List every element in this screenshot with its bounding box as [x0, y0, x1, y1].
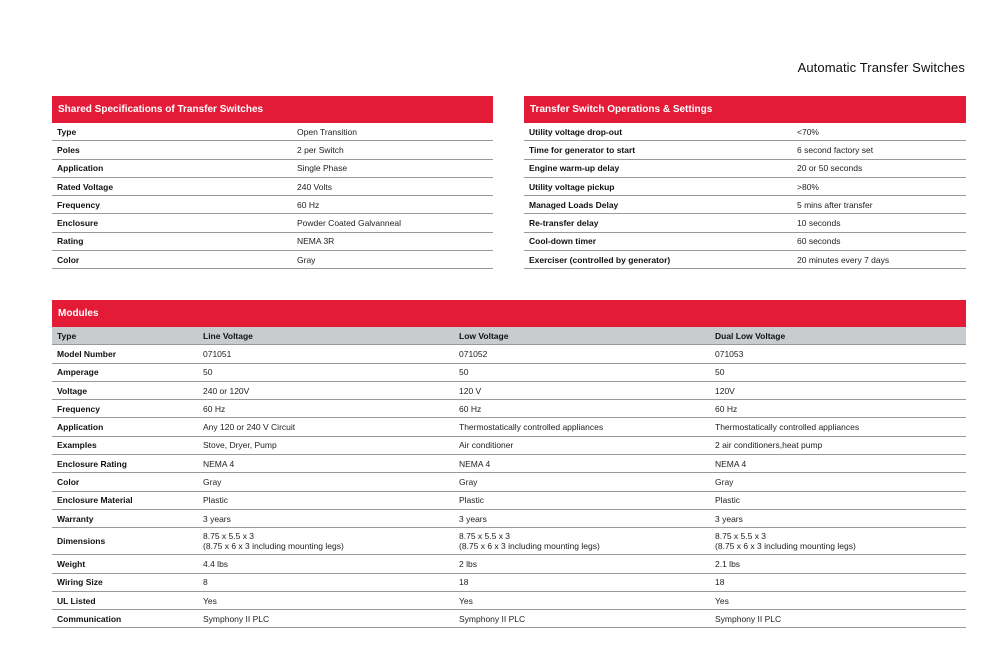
module-row-enclosure-material: [52, 491, 966, 509]
operations-settings-table: [524, 96, 966, 269]
spec-row-re-transfer-delay: [524, 214, 966, 232]
modules-body: [52, 345, 966, 628]
column-header-type: Type: [52, 327, 198, 345]
module-cell: 8: [198, 573, 454, 591]
spec-row-cool-down-timer: [524, 232, 966, 250]
spec-row-enclosure: [52, 214, 493, 232]
shared-specifications-body: [52, 123, 493, 269]
module-row-examples: [52, 436, 966, 454]
module-cell: Yes: [710, 591, 966, 609]
module-cell: Thermostatically controlled appliances: [454, 418, 710, 436]
module-cell: 2 lbs: [454, 555, 710, 573]
module-cell: Gray: [454, 473, 710, 491]
spec-value: >80%: [792, 177, 966, 195]
module-cell: Symphony II PLC: [454, 610, 710, 628]
module-cell: Yes: [198, 591, 454, 609]
module-cell: Symphony II PLC: [710, 610, 966, 628]
spec-label: Frequency: [52, 196, 292, 214]
module-row-label: Communication: [52, 610, 198, 628]
spec-label: Poles: [52, 141, 292, 159]
spec-value: NEMA 3R: [292, 232, 493, 250]
spec-label: Managed Loads Delay: [524, 196, 792, 214]
module-row-application: [52, 418, 966, 436]
spec-label: Enclosure: [52, 214, 292, 232]
spec-value: 2 per Switch: [292, 141, 493, 159]
spec-value: Powder Coated Galvanneal: [292, 214, 493, 232]
module-cell: 120V: [710, 381, 966, 399]
module-cell: 071052: [454, 345, 710, 363]
module-row-communication: [52, 610, 966, 628]
module-row-label: Wiring Size: [52, 573, 198, 591]
module-row-label: Enclosure Rating: [52, 455, 198, 473]
module-cell: Symphony II PLC: [198, 610, 454, 628]
module-cell: 50: [710, 363, 966, 381]
spec-value: 60 seconds: [792, 232, 966, 250]
module-row-enclosure-rating: [52, 455, 966, 473]
module-row-warranty: [52, 509, 966, 527]
spec-row-utility-voltage-drop-out: [524, 123, 966, 141]
spec-value: 20 or 50 seconds: [792, 159, 966, 177]
module-row-color: [52, 473, 966, 491]
column-header-dual-low-voltage: Dual Low Voltage: [710, 327, 966, 345]
module-cell: Gray: [198, 473, 454, 491]
module-cell: 071053: [710, 345, 966, 363]
spec-value: Single Phase: [292, 159, 493, 177]
column-header-low-voltage: Low Voltage: [454, 327, 710, 345]
module-cell: 3 years: [454, 509, 710, 527]
module-row-label: Voltage: [52, 381, 198, 399]
module-cell: 4.4 lbs: [198, 555, 454, 573]
module-row-label: Warranty: [52, 509, 198, 527]
module-row-wiring-size: [52, 573, 966, 591]
spec-row-type: [52, 123, 493, 141]
shared-specifications-title: Shared Specifications of Transfer Switches: [52, 96, 493, 123]
spec-label: Application: [52, 159, 292, 177]
column-header-line-voltage: Line Voltage: [198, 327, 454, 345]
module-cell: 2.1 lbs: [710, 555, 966, 573]
module-cell-line: (8.75 x 6 x 3 including mounting legs): [203, 541, 344, 552]
module-row-label: Frequency: [52, 400, 198, 418]
spec-label: Utility voltage pickup: [524, 177, 792, 195]
page-title: Automatic Transfer Switches: [797, 60, 965, 75]
module-cell: NEMA 4: [454, 455, 710, 473]
module-row-dimensions: [52, 528, 966, 555]
spec-label: Time for generator to start: [524, 141, 792, 159]
module-cell: Any 120 or 240 V Circuit: [198, 418, 454, 436]
module-cell: 50: [454, 363, 710, 381]
module-cell-line: (8.75 x 6 x 3 including mounting legs): [459, 541, 600, 552]
spec-label: Cool-down timer: [524, 232, 792, 250]
module-cell: Plastic: [454, 491, 710, 509]
module-cell: Thermostatically controlled appliances: [710, 418, 966, 436]
module-cell: Stove, Dryer, Pump: [198, 436, 454, 454]
spec-label: Engine warm-up delay: [524, 159, 792, 177]
spec-value: 20 minutes every 7 days: [792, 251, 966, 269]
spec-row-rated-voltage: [52, 177, 493, 195]
operations-settings-title: Transfer Switch Operations & Settings: [524, 96, 966, 123]
module-cell: 18: [710, 573, 966, 591]
spec-value: 60 Hz: [292, 196, 493, 214]
module-cell-line: 8.75 x 5.5 x 3: [459, 531, 511, 542]
spec-row-exerciser-controlled-by-generator: [524, 251, 966, 269]
module-cell: 18: [454, 573, 710, 591]
modules-title: Modules: [52, 300, 966, 327]
spec-row-color: [52, 251, 493, 269]
module-cell: Plastic: [710, 491, 966, 509]
spec-value: 5 mins after transfer: [792, 196, 966, 214]
module-cell: 60 Hz: [710, 400, 966, 418]
module-cell: 120 V: [454, 381, 710, 399]
module-row-label: Examples: [52, 436, 198, 454]
module-row-label: Color: [52, 473, 198, 491]
modules-table: [52, 300, 966, 628]
module-row-label: Enclosure Material: [52, 491, 198, 509]
module-row-frequency: [52, 400, 966, 418]
spec-value: Open Transition: [292, 123, 493, 141]
modules-header-row: [52, 327, 966, 345]
spec-value: Gray: [292, 251, 493, 269]
spec-row-frequency: [52, 196, 493, 214]
module-cell: Plastic: [198, 491, 454, 509]
spec-label: Type: [52, 123, 292, 141]
module-cell: Yes: [454, 591, 710, 609]
module-row-weight: [52, 555, 966, 573]
module-row-label: Weight: [52, 555, 198, 573]
module-cell-line: 8.75 x 5.5 x 3: [203, 531, 255, 542]
module-row-label: Model Number: [52, 345, 198, 363]
module-row-amperage: [52, 363, 966, 381]
module-cell: [198, 528, 454, 555]
spec-row-application: [52, 159, 493, 177]
spec-row-managed-loads-delay: [524, 196, 966, 214]
module-cell: Air conditioner: [454, 436, 710, 454]
module-cell: [710, 528, 966, 555]
module-row-label: UL Listed: [52, 591, 198, 609]
module-row-voltage: [52, 381, 966, 399]
spec-value: 240 Volts: [292, 177, 493, 195]
module-cell-line: 8.75 x 5.5 x 3: [715, 531, 767, 542]
spec-row-poles: [52, 141, 493, 159]
module-cell: 071051: [198, 345, 454, 363]
module-row-label: Application: [52, 418, 198, 436]
module-cell: 60 Hz: [454, 400, 710, 418]
spec-label: Rating: [52, 232, 292, 250]
spec-row-rating: [52, 232, 493, 250]
module-row-ul-listed: [52, 591, 966, 609]
spec-label: Utility voltage drop-out: [524, 123, 792, 141]
module-cell-line: (8.75 x 6 x 3 including mounting legs): [715, 541, 856, 552]
module-cell: 3 years: [198, 509, 454, 527]
module-cell: 50: [198, 363, 454, 381]
module-cell: 2 air conditioners,heat pump: [710, 436, 966, 454]
operations-settings-body: [524, 123, 966, 269]
module-row-label: Dimensions: [52, 528, 198, 555]
module-row-model-number: [52, 345, 966, 363]
spec-label: Exerciser (controlled by generator): [524, 251, 792, 269]
spec-label: Re-transfer delay: [524, 214, 792, 232]
spec-value: <70%: [792, 123, 966, 141]
module-cell: NEMA 4: [198, 455, 454, 473]
module-cell: 60 Hz: [198, 400, 454, 418]
spec-value: 10 seconds: [792, 214, 966, 232]
module-cell: NEMA 4: [710, 455, 966, 473]
module-cell: 240 or 120V: [198, 381, 454, 399]
module-cell: Gray: [710, 473, 966, 491]
spec-value: 6 second factory set: [792, 141, 966, 159]
spec-label: Rated Voltage: [52, 177, 292, 195]
module-cell: [454, 528, 710, 555]
spec-row-time-for-generator-to-start: [524, 141, 966, 159]
spec-row-engine-warm-up-delay: [524, 159, 966, 177]
shared-specifications-table: [52, 96, 493, 269]
spec-label: Color: [52, 251, 292, 269]
module-row-label: Amperage: [52, 363, 198, 381]
module-cell: 3 years: [710, 509, 966, 527]
spec-row-utility-voltage-pickup: [524, 177, 966, 195]
